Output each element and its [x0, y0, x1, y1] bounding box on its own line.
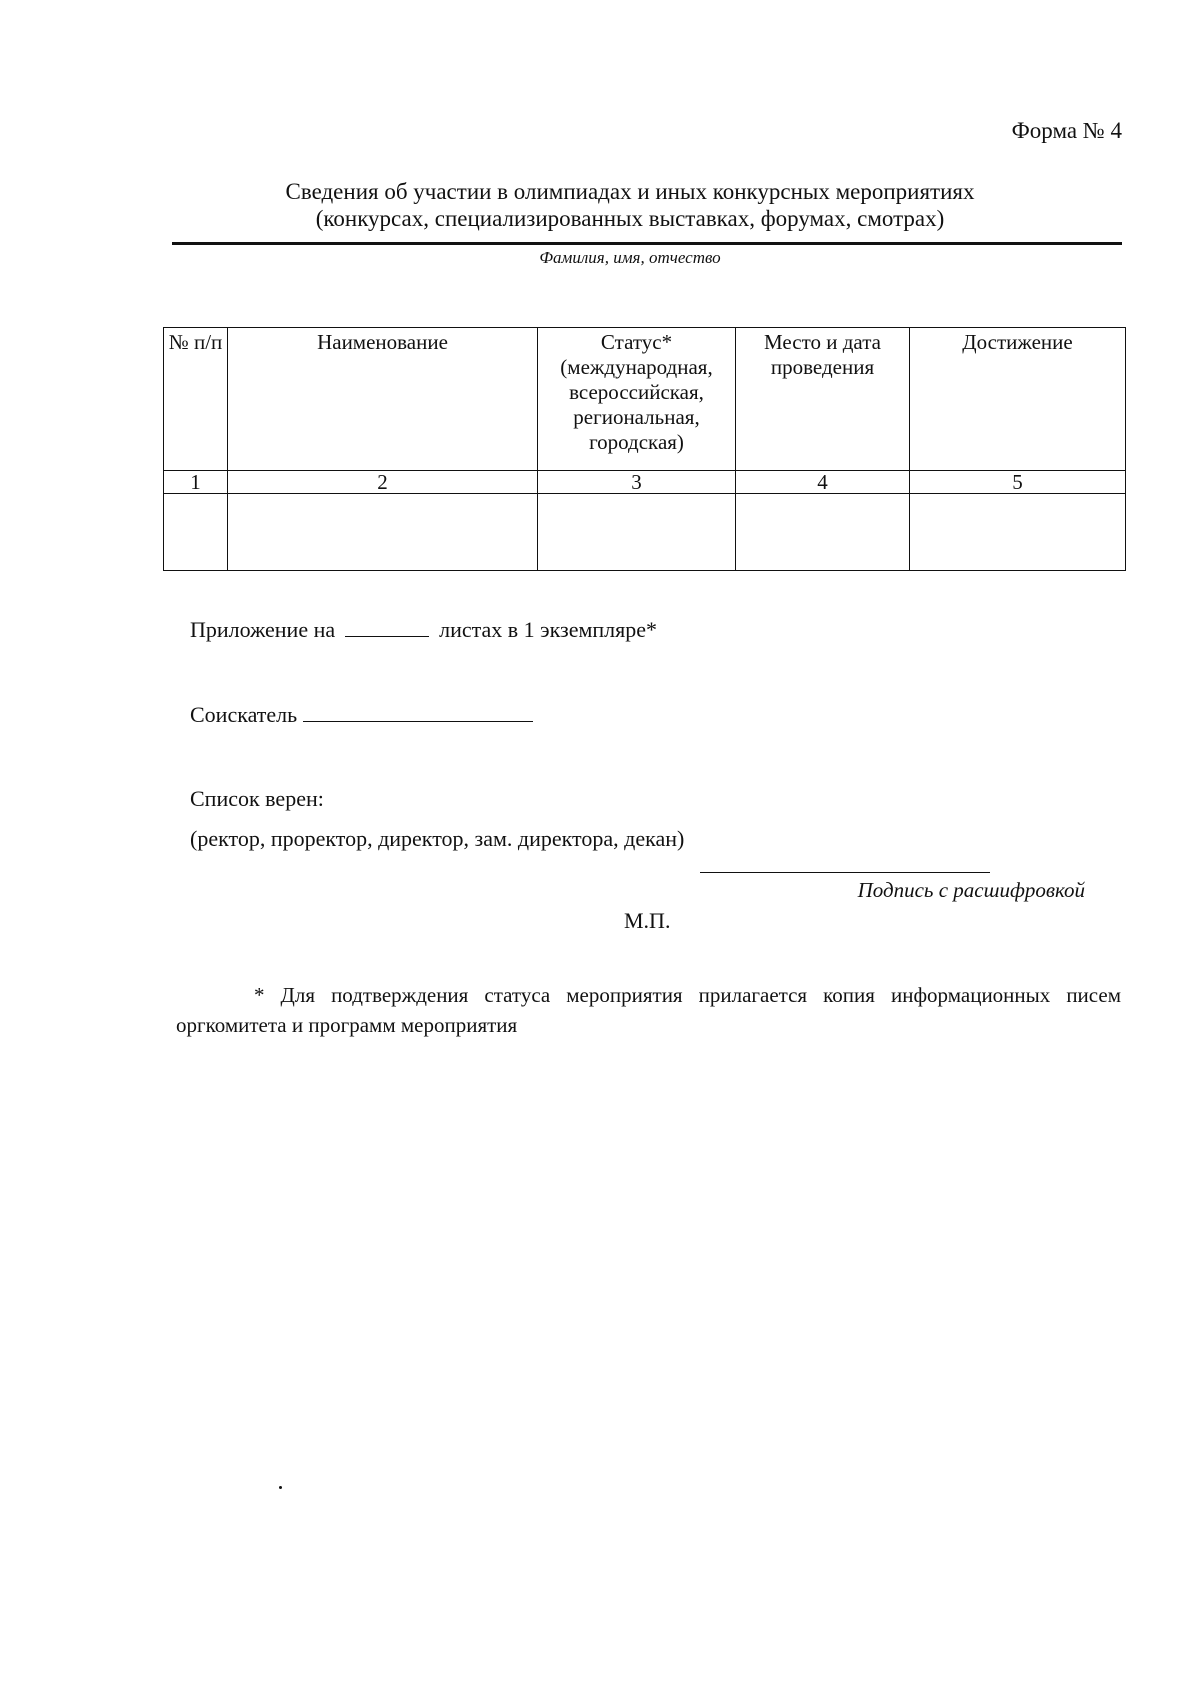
- header-status: Статус* (международная, всероссийская, региональная, городская): [538, 328, 736, 471]
- list-verified-label: Список верен:: [190, 786, 324, 811]
- stamp-place: М.П.: [624, 908, 671, 933]
- column-number: 2: [228, 471, 538, 494]
- applicant-label: Соискатель: [190, 702, 298, 727]
- fio-caption: Фамилия, имя, отчество: [539, 248, 721, 267]
- scan-speck: [279, 1486, 282, 1489]
- footnote: * Для подтверждения статуса мероприятия прилагается копия информационных писем оргкомитета и программ мероприятия: [176, 983, 1121, 1037]
- sheet-count-blank[interactable]: [345, 618, 429, 637]
- header-place-date: Место и дата проведения: [736, 328, 910, 471]
- authorized-roles: (ректор, проректор, директор, зам. директора, декан): [190, 826, 685, 851]
- table-cell[interactable]: [736, 494, 910, 571]
- table-row: [164, 494, 1126, 571]
- header-achievement: Достижение: [910, 328, 1126, 471]
- attachment-prefix: Приложение на: [190, 617, 336, 642]
- form-number: Форма № 4: [1011, 118, 1122, 143]
- column-number: 3: [538, 471, 736, 494]
- column-number-row: [164, 471, 1126, 494]
- fio-fill-line: [172, 242, 1122, 245]
- column-number: 1: [164, 471, 228, 494]
- participation-table: [163, 327, 1126, 571]
- table-cell[interactable]: [228, 494, 538, 571]
- document-title-line-1: Сведения об участии в олимпиадах и иных конкурсных мероприятиях: [285, 179, 975, 204]
- column-number: 5: [910, 471, 1126, 494]
- header-name: Наименование: [228, 328, 538, 471]
- column-number: 4: [736, 471, 910, 494]
- signature-line[interactable]: [700, 872, 990, 873]
- table-cell[interactable]: [538, 494, 736, 571]
- signature-caption: Подпись с расшифровкой: [857, 878, 1085, 902]
- attachment-line: [190, 617, 657, 643]
- applicant-signature-blank[interactable]: [303, 703, 533, 722]
- table-header-row: [164, 328, 1126, 471]
- table-cell[interactable]: [910, 494, 1126, 571]
- attachment-suffix: листах в 1 экземпляре*: [439, 617, 658, 642]
- table-cell[interactable]: [164, 494, 228, 571]
- applicant-line: [190, 702, 533, 728]
- document-title-line-2: (конкурсах, специализированных выставках, форумах, смотрах): [315, 206, 945, 231]
- header-number: № п/п: [164, 328, 228, 471]
